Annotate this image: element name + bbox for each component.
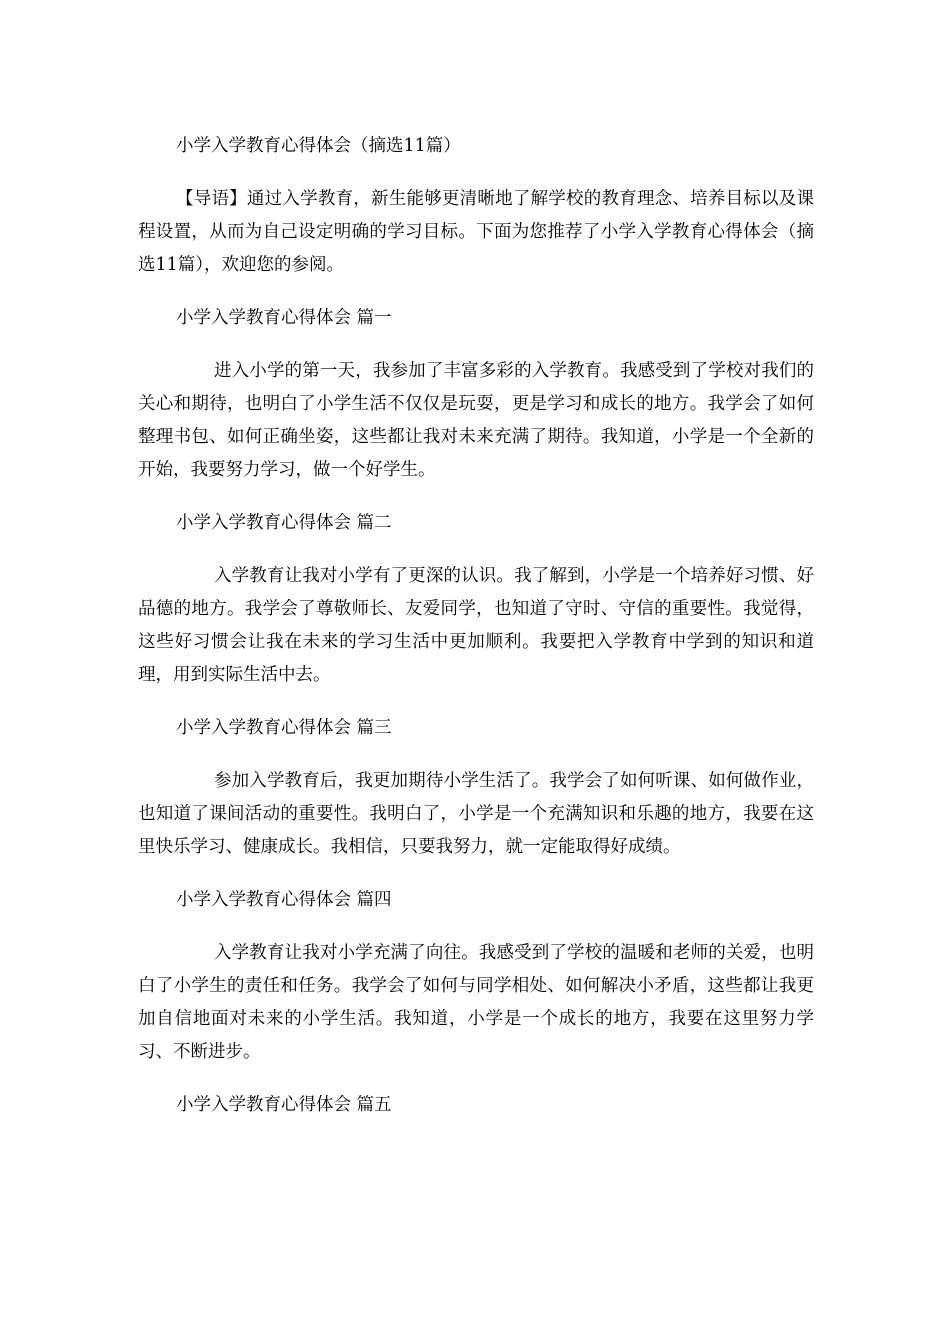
section-3: [138, 712, 814, 864]
document-content: [138, 130, 814, 1122]
intro-text: 通过入学教育，新生能够更清晰地了解学校的教育理念、培养目标以及课程设置，从而为自己设定明确的学习目标。下面为您推荐了小学入学教育心得体会（摘选11篇），欢迎您的参阅。: [138, 189, 815, 275]
intro-indent: [138, 189, 176, 209]
section-body: 入学教育让我对小学有了更深的认识。我了解到，小学是一个培养好习惯、好品德的地方。我学会了尊敬师长、友爱同学，也知道了守时、守信的重要性。我觉得，这些好习惯会让我在未来的学习生活中更加顺利。我要把入学教育中学到的知识和道理，用到实际生活中去。: [138, 566, 814, 685]
section-4: [138, 884, 814, 1069]
intro-paragraph: [138, 183, 814, 282]
intro-lead: 【导语】: [176, 189, 247, 209]
section-2: [138, 507, 814, 692]
section-body: 入学教育让我对小学充满了向往。我感受到了学校的温暖和老师的关爱，也明白了小学生的责任和任务。我学会了如何与同学相处、如何解决小矛盾，这些都让我更加自信地面对未来的小学生活。我知道，小学是一个成长的地方，我要在这里努力学习、不断进步。: [138, 943, 814, 1062]
section-body: 进入小学的第一天，我参加了丰富多彩的入学教育。我感受到了学校对我们的关心和期待，也明白了小学生活不仅仅是玩耍，更是学习和成长的地方。我学会了如何整理书包、如何正确坐姿，这些都让我对未来充满了期待。我知道，小学是一个全新的开始，我要努力学习，做一个好学生。: [138, 361, 814, 480]
section-heading: 小学入学教育心得体会 篇一: [176, 308, 392, 328]
section-heading: 小学入学教育心得体会 篇二: [176, 513, 392, 533]
section-heading: 小学入学教育心得体会 篇四: [176, 890, 392, 910]
section-5-heading: 小学入学教育心得体会 篇五: [176, 1095, 392, 1115]
section-body: 参加入学教育后，我更加期待小学生活了。我学会了如何听课、如何做作业，也知道了课间活动的重要性。我明白了，小学是一个充满知识和乐趣的地方，我要在这里快乐学习、健康成长。我相信，只要我努力，就一定能取得好成绩。: [138, 771, 814, 857]
section-heading: 小学入学教育心得体会 篇三: [176, 718, 392, 738]
document-title: 小学入学教育心得体会（摘选11篇）: [176, 136, 461, 156]
section-1: [138, 302, 814, 487]
